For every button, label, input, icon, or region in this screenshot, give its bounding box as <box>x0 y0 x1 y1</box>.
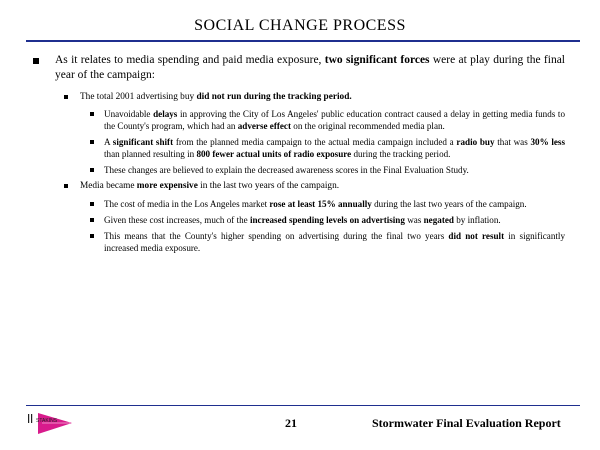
square-bullet-icon <box>90 168 94 172</box>
report-title: Stormwater Final Evaluation Report <box>372 416 561 430</box>
square-bullet-icon <box>90 202 94 206</box>
bullet-media-cost: The cost of media in the Los Angeles market rose at least 15% annually during the last two years of the campaign. <box>104 198 565 210</box>
company-logo <box>26 410 81 438</box>
bullet-delays: Unavoidable delays in approving the City of Los Angeles' public education contract caused a delay in getting media funds to the County's program, which had an adverse effect on the original recommended media plan. <box>104 108 565 132</box>
bullet-media-forces: As it relates to media spending and paid media exposure, two significant forces were at play during the final year of the campaign: <box>55 53 565 83</box>
square-bullet-icon <box>90 234 94 238</box>
square-bullet-icon <box>33 58 39 64</box>
bullet-inflation: Given these cost increases, much of the increased spending levels on advertising was negated by inflation. <box>104 214 565 226</box>
bullet-awareness-scores: These changes are believed to explain the decreased awareness scores in the Final Evaluation Study. <box>104 164 565 176</box>
bullet-advertising-buy: The total 2001 advertising buy did not run during the tracking period. <box>80 91 565 103</box>
square-bullet-icon <box>90 218 94 222</box>
logo-wordmark: STAKINS <box>36 418 58 424</box>
bullet-significant-shift: A significant shift from the planned media campaign to the actual media campaign included a radio buy that was 30% less than planned resulting in 800 fewer actual units of radio exposure during the tracking period. <box>104 136 565 160</box>
square-bullet-icon <box>90 140 94 144</box>
logo-mark-icon <box>26 410 81 438</box>
page-title: SOCIAL CHANGE PROCESS <box>194 17 406 34</box>
slide-content <box>0 53 600 254</box>
footer-rule <box>26 405 580 406</box>
bullet-exposure-result: This means that the County's higher spending on advertising during the final two years did not result in significantly increased media exposure. <box>104 230 565 254</box>
page-number: 21 <box>285 416 297 430</box>
square-bullet-icon <box>64 184 68 188</box>
bullet-media-expensive: Media became more expensive in the last two years of the campaign. <box>80 180 565 192</box>
square-bullet-icon <box>90 112 94 116</box>
square-bullet-icon <box>64 95 68 99</box>
header-rule <box>26 40 580 42</box>
